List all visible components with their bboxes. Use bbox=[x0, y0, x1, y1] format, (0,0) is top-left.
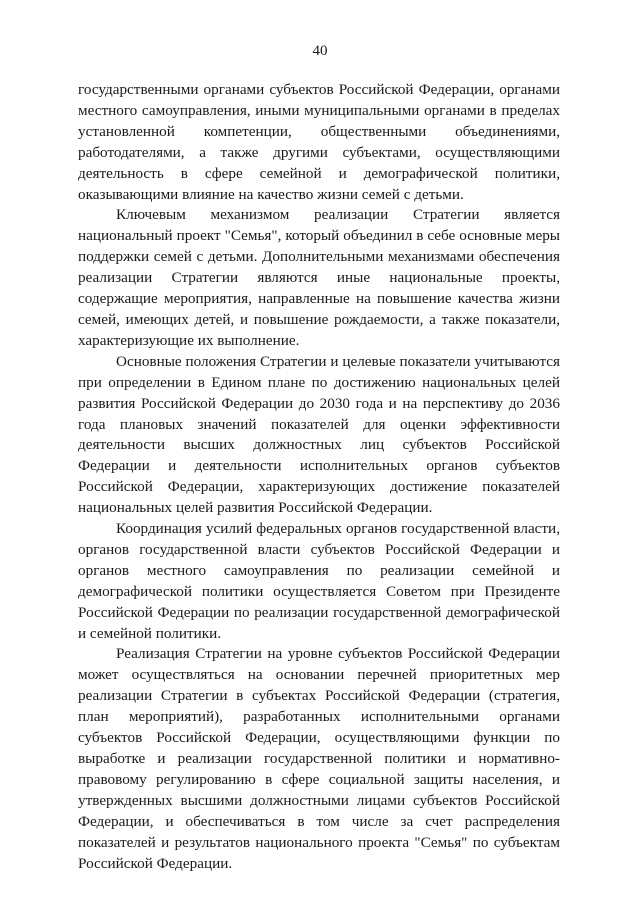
paragraph-regional-implementation: Реализация Стратегии на уровне субъектов Российской Федерации может осуществляться на основании перечней приоритетных мер реализации Стратегии в субъектах Российской Федерации (стратегия, план мероприятий), разработанных исполнительными органами субъектов Российской Федерации, осуществляющими функции по выработке и реализации государственной политики и нормативно-правовому регулированию в сфере социальной защиты населения, и утвержденных высшими должностными лицами субъектов Российской Федерации, и обеспечиваться в том числе за счет распределения показателей и результатов национального проекта "Семья" по субъектам Российской Федерации. bbox=[78, 645, 560, 872]
paragraph-targets: Основные положения Стратегии и целевые показатели учитываются при определении в Едином плане по достижению национальных целей развития Российской Федерации до 2030 года и на перспективу до 2036 года плановых значений показателей для оценки эффективности деятельности высших должностных лиц субъектов Российской Федерации и деятельности исполнительных органов субъектов Российской Федерации, характеризующих достижение показателей национальных целей развития Российской Федерации. bbox=[78, 352, 560, 517]
paragraph-key-mechanism: Ключевым механизмом реализации Стратегии является национальный проект "Семья", который объединил в себе основные меры поддержки семей с детьми. Дополнительными механизмами обеспечения реализации Стратегии являются иные национальные проекты, содержащие мероприятия, направленные на повышение качества жизни семей, имеющих детей, и повышение рождаемости, а также показатели, характеризующие их выполнение. bbox=[78, 206, 560, 349]
paragraph-continuation: государственными органами субъектов Российской Федерации, органами местного самоуправления, иными муниципальными органами в пределах установленной компетенции, общественными объединениями, работодателями, а также другими субъектами, осуществляющими деятельность в сфере семейной и демографической политики, оказывающими влияние на качество жизни семей с детьми. bbox=[78, 81, 560, 203]
page-number: 40 bbox=[312, 43, 328, 59]
document-body bbox=[78, 80, 560, 874]
paragraph-coordination: Координация усилий федеральных органов государственной власти, органов государственной власти субъектов Российской Федерации и органов местного самоуправления по реализации семейной и демографической политики осуществляется Советом при Президенте Российской Федерации по реализации государственной демографической и семейной политики. bbox=[78, 520, 560, 642]
